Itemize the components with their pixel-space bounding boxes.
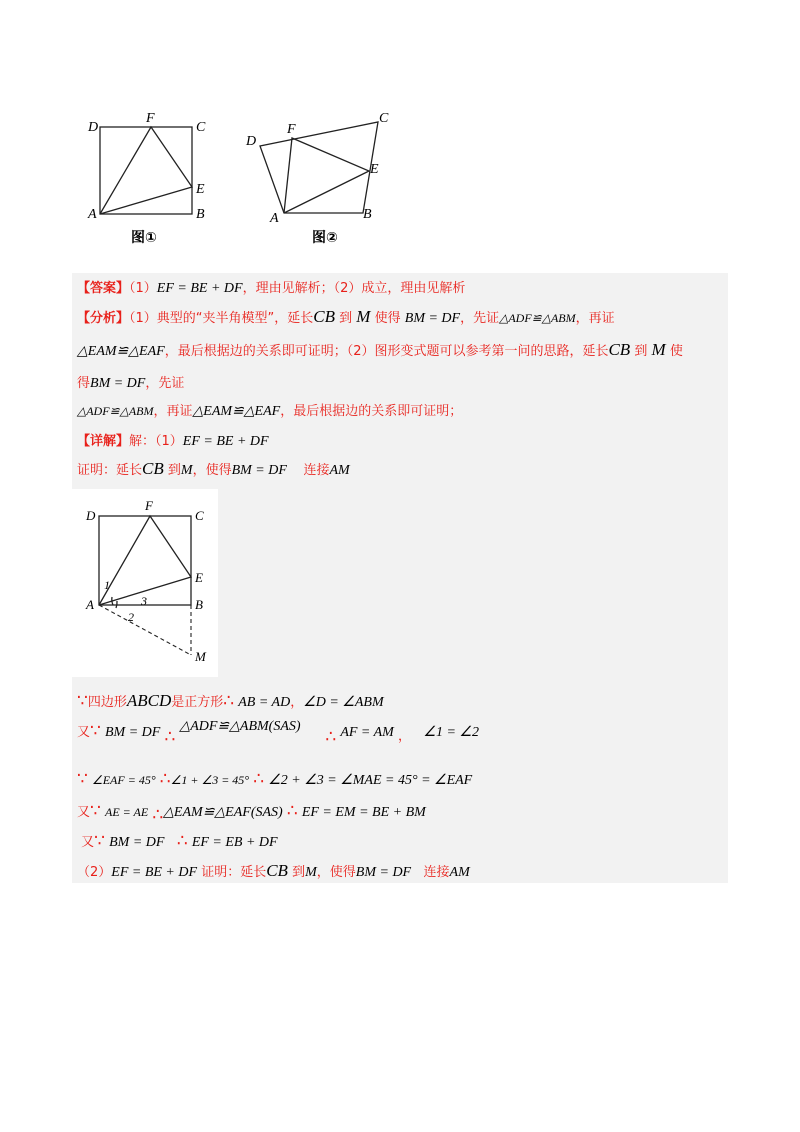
- triangle-aef-2: [284, 138, 369, 213]
- point-f-label-3: F: [145, 498, 153, 513]
- point-b-label: B: [196, 207, 205, 222]
- triangle-aef: [100, 127, 192, 214]
- detail-label: 【详解】: [77, 434, 130, 449]
- answer-equation: EF = BE + DF: [156, 281, 243, 296]
- point-b-label-3: B: [195, 597, 203, 612]
- figure-2-caption: 图②: [312, 230, 338, 246]
- solution-panel: [72, 273, 728, 883]
- analysis-line-2: △EAM≌△EAF，最后根据边的关系即可证明；（2）图形变式题可以参考第一问的思路，延长CB 到 M 使: [77, 340, 683, 359]
- angle-3-label: 3: [141, 594, 147, 608]
- answer-label: 【答案】: [77, 281, 130, 296]
- detail-line-2: 证明：延长CB 到M，使得BM = DF 连接AM: [77, 459, 350, 478]
- analysis-line-3: 得BM = DF，先证: [77, 376, 185, 391]
- analysis-line-4: △ADF≌△ABM，再证△EAM≌△EAF，最后根据边的关系即可证明；: [77, 404, 463, 419]
- figure-1-caption: 图①: [131, 230, 157, 246]
- step-2: 又∵ BM = DF ∴ △ADF≌△ABM(SAS) ∴ AF = AM ， ∠1 = ∠2: [77, 719, 479, 747]
- figure-1-square: [82, 105, 212, 250]
- point-e-label: E: [196, 182, 205, 197]
- point-a-label: A: [88, 207, 97, 222]
- point-a-label-3: A: [86, 597, 94, 612]
- analysis-label: 【分析】: [77, 311, 130, 326]
- step-6-part-2: （2）EF = BE + DF 证明：延长CB 到M，使得BM = DF 连接AM: [77, 861, 470, 880]
- point-f-label-2: F: [287, 122, 296, 137]
- figure-2-quadrilateral: [240, 105, 400, 250]
- point-m-label-3: M: [195, 649, 206, 664]
- step-1: ∵四边形ABCD是正方形∴ AB = AD，∠D = ∠ABM: [77, 691, 384, 711]
- figure-3-extended-square: [72, 489, 218, 677]
- analysis-line-1: 【分析】（1）典型的“夹半角模型”，延长CB 到 M 使得 BM = DF，先证△ADF≌△ABM，再证: [77, 307, 615, 326]
- angle-2-label: 2: [128, 610, 134, 624]
- point-d-label-2: D: [246, 134, 257, 149]
- point-c-label-2: C: [379, 111, 389, 126]
- point-c-label: C: [196, 120, 206, 135]
- point-e-label-3: E: [195, 570, 203, 585]
- step-3: ∵ ∠EAF = 45° ∴∠1 + ∠3 = 45° ∴ ∠2 + ∠3 = ∠MAE = 45° = ∠EAF: [77, 769, 473, 789]
- point-b-label-2: B: [363, 207, 372, 222]
- answer-line: 【答案】（1）EF = BE + DF，理由见解析；（2）成立，理由见解析: [77, 281, 466, 296]
- point-d-label: D: [88, 120, 99, 135]
- detail-line-1: 【详解】解：（1）EF = BE + DF: [77, 434, 269, 449]
- angle-1-label: 1: [104, 578, 110, 592]
- step-5: 又∵ BM = DF ∴ EF = EB + DF: [81, 831, 278, 851]
- step-4: 又∵ AE = AE ∴△EAM≌△EAF(SAS) ∴ EF = EM = BE + BM: [77, 801, 426, 825]
- point-e-label-2: E: [370, 162, 379, 177]
- extension-dashed-lines: [99, 605, 191, 655]
- point-c-label-3: C: [195, 508, 204, 523]
- point-a-label-2: A: [270, 211, 279, 226]
- figure-3-panel: [72, 489, 218, 677]
- triangle-aef-3: [99, 516, 191, 605]
- point-d-label-3: D: [86, 508, 96, 523]
- point-f-label: F: [146, 111, 155, 126]
